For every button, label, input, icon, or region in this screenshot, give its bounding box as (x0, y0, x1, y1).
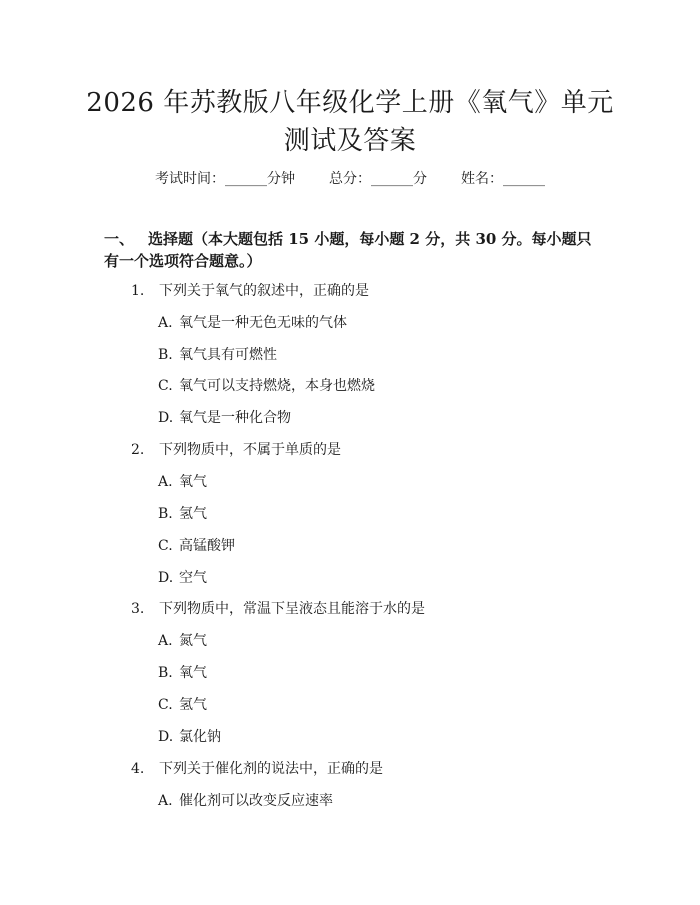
option-text: 空气 (179, 570, 207, 586)
option-text: 氢气 (179, 697, 207, 713)
question-text: 下列物质中，常温下呈液态且能溶于水的是 (159, 601, 425, 617)
question-number: 4. (131, 761, 145, 777)
time-label: 考试时间： (155, 171, 225, 187)
name-blank: ______ (503, 171, 545, 187)
question-number: 2. (131, 442, 145, 458)
option-text: 氧气可以支持燃烧，本身也燃烧 (179, 378, 375, 394)
option-letter: D. (158, 729, 174, 745)
option-text: 催化剂可以改变反应速率 (179, 793, 333, 809)
name-label: 姓名： (461, 171, 503, 187)
question-4 (131, 759, 383, 779)
question-text: 下列物质中，不属于单质的是 (159, 442, 341, 458)
option-letter: B. (158, 347, 173, 363)
score-unit: 分 (413, 171, 427, 187)
option-letter: A. (158, 315, 173, 331)
question-text: 下列关于氧气的叙述中，正确的是 (159, 283, 369, 299)
option-text: 氢气 (179, 506, 207, 522)
option-letter: A. (158, 474, 173, 490)
option-text: 氧气是一种无色无味的气体 (179, 315, 347, 331)
option-item (158, 408, 291, 428)
time-blank: ______ (225, 171, 267, 187)
option-text: 氧气 (179, 665, 207, 681)
option-text: 氧气具有可燃性 (179, 347, 277, 363)
option-item (158, 663, 207, 683)
section-text: 选择题（本大题包括 15 小题，每小题 2 分，共 30 分。每小题只有一个选项符合题意。） (104, 230, 592, 270)
option-item (158, 376, 375, 396)
option-text: 高锰酸钾 (179, 538, 235, 554)
exam-info-line (0, 169, 700, 189)
option-letter: C. (158, 378, 173, 394)
option-letter: B. (158, 506, 173, 522)
option-text: 氧气是一种化合物 (179, 410, 291, 426)
option-text: 氯化钠 (179, 729, 221, 745)
question-2 (131, 440, 341, 460)
question-1 (131, 281, 369, 301)
option-item (158, 536, 235, 556)
option-item (158, 791, 333, 811)
score-label: 总分： (329, 171, 371, 187)
section-number: 一、 (104, 230, 135, 248)
option-letter: A. (158, 793, 173, 809)
question-number: 3. (131, 601, 145, 617)
option-item (158, 504, 207, 524)
option-item (158, 472, 207, 492)
question-text: 下列关于催化剂的说法中，正确的是 (159, 761, 383, 777)
question-3 (131, 599, 425, 619)
document-title-line-2: 测试及答案 (283, 126, 417, 156)
document-title-line-1: 2026 年苏教版八年级化学上册《氧气》单元 (86, 88, 614, 118)
section-heading (104, 228, 604, 272)
question-number: 1. (131, 283, 145, 299)
option-item (158, 695, 207, 715)
option-item (158, 631, 207, 651)
time-unit: 分钟 (267, 171, 295, 187)
option-item (158, 727, 221, 747)
option-letter: B. (158, 665, 173, 681)
option-item (158, 313, 347, 333)
score-blank: ______ (371, 171, 413, 187)
option-item (158, 345, 277, 365)
option-letter: C. (158, 538, 173, 554)
option-item (158, 568, 207, 588)
option-letter: A. (158, 633, 173, 649)
option-letter: D. (158, 410, 174, 426)
option-letter: C. (158, 697, 173, 713)
option-letter: D. (158, 570, 174, 586)
option-text: 氧气 (179, 474, 207, 490)
option-text: 氮气 (179, 633, 207, 649)
